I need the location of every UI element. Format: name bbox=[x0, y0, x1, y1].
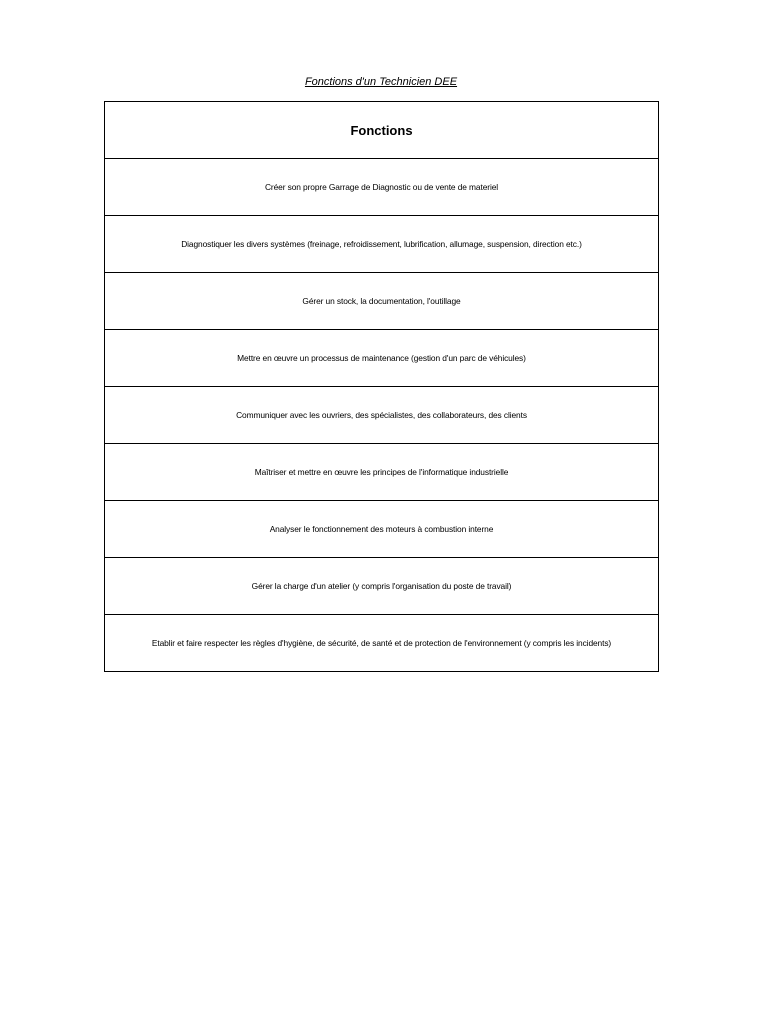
document-title: Fonctions d'un Technicien DEE bbox=[304, 76, 458, 88]
table-row bbox=[105, 159, 659, 216]
table-cell-function: Créer son propre Garrage de Diagnostic ou de vente de materiel bbox=[105, 159, 659, 216]
table-header-fonctions: Fonctions bbox=[105, 102, 659, 159]
table-cell-function: Gérer la charge d'un atelier (y compris l'organisation du poste de travail) bbox=[105, 558, 659, 615]
table-cell-function: Mettre en œuvre un processus de maintenance (gestion d'un parc de véhicules) bbox=[105, 330, 659, 387]
table-cell-function: Diagnostiquer les divers systèmes (freinage, refroidissement, lubrification, allumage, suspension, direction etc.) bbox=[105, 216, 659, 273]
table-row bbox=[105, 558, 659, 615]
table-row bbox=[105, 330, 659, 387]
table-cell-function: Analyser le fonctionnement des moteurs à combustion interne bbox=[105, 501, 659, 558]
table-row bbox=[105, 444, 659, 501]
table-row bbox=[105, 273, 659, 330]
table-cell-function: Etablir et faire respecter les règles d'hygiène, de sécurité, de santé et de protection de l'environnement (y compris les incidents) bbox=[105, 615, 659, 672]
table-row bbox=[105, 615, 659, 672]
table-cell-function: Gérer un stock, la documentation, l'outillage bbox=[105, 273, 659, 330]
table-cell-function: Communiquer avec les ouvriers, des spécialistes, des collaborateurs, des clients bbox=[105, 387, 659, 444]
table-cell-function: Maîtriser et mettre en œuvre les principes de l'informatique industrielle bbox=[105, 444, 659, 501]
table-row bbox=[105, 501, 659, 558]
table-row bbox=[105, 216, 659, 273]
table-row bbox=[105, 387, 659, 444]
functions-table bbox=[104, 101, 659, 672]
table-header-row bbox=[105, 102, 659, 159]
